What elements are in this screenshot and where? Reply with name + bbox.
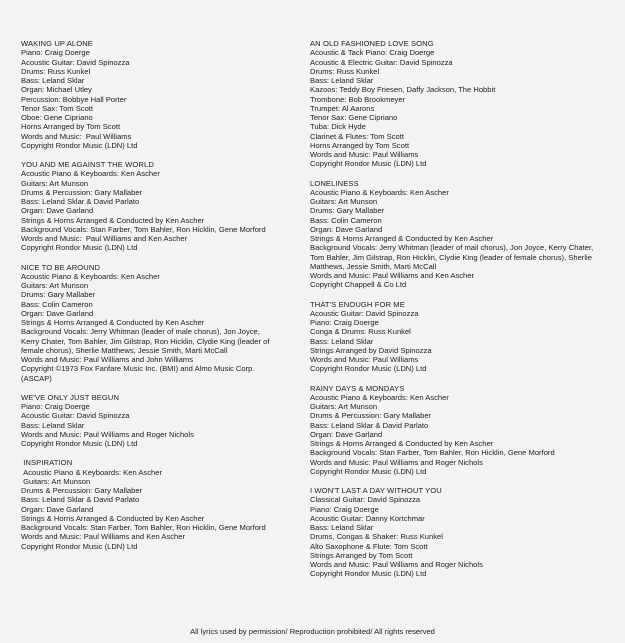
credit-line: Acoustic Guitar: Danny Kortchmar (310, 513, 425, 523)
credit-line: Words and Music: Paul Williams (21, 131, 132, 141)
left-credits-column (21, 39, 316, 561)
credit-line: (ASCAP) (21, 373, 52, 383)
song-title: NICE TO BE AROUND (21, 262, 101, 272)
credit-line: Background Vocals: Jerry Whitman (leader of male chorus), Jon Joyce, (21, 327, 260, 337)
credit-line: female chorus), Sherlie Matthews, Jessie Smith, Marti McCall (21, 345, 228, 355)
credit-line: Acoustic & Electric Guitar: David Spinozza (310, 57, 453, 67)
song-title: INSPIRATION (21, 458, 73, 468)
credit-line: Copyright Rondor Music (LDN) Ltd (21, 140, 138, 150)
credit-line: Copyright Rondor Music (LDN) Ltd (310, 466, 427, 476)
credit-line: Bass: Colin Cameron (310, 215, 382, 225)
credit-line: Bass: Leland Sklar & David Parlato (310, 420, 429, 430)
credit-line: Words and Music: Paul Williams and Roger Nichols (310, 457, 483, 467)
credit-line: Percussion: Bobbye Hall Porter (21, 94, 127, 104)
credit-line: Classical Guitar: David Spinozza (310, 495, 421, 505)
credit-line: Words and Music: Paul Williams and John Williams (21, 355, 194, 364)
credit-line: Background Vocals: Stan Farber, Tom Bahler, Ron Hicklin, Gene Morford (310, 448, 555, 458)
credit-line: Strings & Horns Arranged & Conducted by Ken Ascher (310, 234, 494, 243)
song-credits-waking-up-alone (21, 39, 316, 150)
credit-line: Guitars: Art Munson (310, 402, 378, 411)
credit-line: Conga & Drums: Russ Kunkel (310, 327, 411, 337)
credit-line: Copyright Rondor Music (LDN) Ltd (310, 159, 427, 169)
credit-line: Tenor Sax: Gene Cipriano (310, 113, 398, 122)
credit-line: Acoustic & Tack Piano: Craig Doerge (310, 48, 435, 58)
credit-line: Organ: Dave Garland (310, 224, 383, 234)
song-title: RAINY DAYS & MONDAYS (310, 383, 405, 393)
credit-line: Copyright Rondor Music (LDN) Ltd (21, 439, 138, 448)
credit-line: Strings & Horns Arranged & Conducted by Ken Ascher (21, 215, 205, 225)
credit-line: Drums & Percussion: Gary Mallaber (21, 187, 143, 197)
credit-line: Acoustic Piano & Keyboards: Ken Ascher (21, 271, 160, 281)
credit-line: Horns Arranged by Tom Scott (310, 140, 410, 150)
credit-line: Bass: Leland Sklar (21, 76, 85, 85)
credit-line: Background Vocals: Stan Farber, Tom Bahler, Ron Hicklin, Gene Morford (21, 224, 266, 234)
song-title: LONELINESS (310, 178, 359, 188)
credit-line: Drums, Congas & Shaker: Russ Kunkel (310, 532, 443, 542)
song-title: WAKING UP ALONE (21, 39, 93, 48)
credit-line: Words and Music: Paul Williams and Roger Nichols (21, 429, 194, 439)
credit-line: Copyright Chappell & Co Ltd (310, 280, 407, 290)
credit-line: Background Vocals: Jerry Whitman (leader of mail chorus), Jon Joyce, Kerry Chater, (310, 243, 594, 253)
credit-line: Copyright ©1973 Fox Fanfare Music Inc. (BMI) and Almo Music Corp. (21, 364, 255, 374)
credit-line: Words and Music: Paul Williams (310, 150, 419, 159)
credit-line: Words and Music: Paul Williams and Roger Nichols (310, 560, 483, 569)
song-title: AN OLD FASHIONED LOVE SONG (310, 39, 434, 48)
credit-line: Tuba: Dick Hyde (310, 122, 366, 132)
credit-line: Guitars: Art Munson (310, 197, 378, 206)
credit-line: Background Vocals: Stan Farber, Tom Bahler, Ron Hicklin, Gene Morford (21, 523, 266, 532)
credit-line: Organ: Dave Garland (21, 504, 94, 514)
credit-line: Strings & Horns Arranged & Conducted by Ken Ascher (310, 439, 494, 448)
right-credits-column (310, 39, 610, 589)
credit-line: Bass: Leland Sklar (310, 336, 374, 346)
credit-line: Kerry Chater, Tom Bahler, Jim Gilstrap, Ron Hicklin, Clydie King (leader of (21, 336, 270, 346)
credit-line: Organ: Dave Garland (310, 429, 383, 439)
credit-line: Piano: Craig Doerge (310, 318, 379, 327)
credit-line: Words and Music: Paul Williams (310, 355, 419, 364)
credit-line: Drums & Percussion: Gary Mallaber (310, 411, 432, 421)
song-credits-nice-to-be-around (21, 263, 316, 383)
credit-line: Piano: Craig Doerge (21, 402, 90, 411)
credit-line: Strings Arranged by Tom Scott (310, 550, 413, 560)
credit-line: Alto Saxophone & Flute: Tom Scott (310, 541, 428, 551)
song-credits-you-and-me-against-the-world (21, 160, 316, 253)
credit-line: Kazoos: Teddy Boy Friesen, Daffy Jackson, The Hobbit (310, 85, 496, 95)
credit-line: Drums & Percussion: Gary Mallaber (21, 486, 143, 495)
song-credits-rainy-days-mondays (310, 384, 610, 477)
credit-line: Copyright Rondor Music (LDN) Ltd (310, 364, 427, 374)
song-title: I WON'T LAST A DAY WITHOUT YOU (310, 486, 442, 495)
credit-line: Matthews, Jessie Smith, Marti McCall (310, 261, 437, 271)
song-credits-inspiration (21, 458, 316, 551)
credit-line: Strings & Horns Arranged & Conducted by Ken Ascher (21, 318, 205, 327)
credit-line: Acoustic Guitar: David Spinozza (310, 308, 419, 318)
credit-line: Guitars: Art Munson (21, 281, 89, 290)
credit-line: Bass: Leland Sklar (21, 420, 85, 430)
credit-line: Strings Arranged by David Spinozza (310, 345, 432, 355)
credit-line: Acoustic Guitar: David Spinozza (21, 57, 130, 67)
song-credits-we-ve-only-just-begun (21, 393, 316, 449)
credit-line: Acoustic Piano & Keyboards: Ken Ascher (21, 169, 160, 179)
credit-line: Acoustic Piano & Keyboards: Ken Ascher (21, 467, 162, 477)
credit-line: Copyright Rondor Music (LDN) Ltd (21, 243, 138, 253)
credit-line: Organ: Dave Garland (21, 206, 94, 216)
rights-footer: All lyrics used by permission/ Reproduction prohibited/ All rights reserved (190, 627, 435, 636)
credit-line: Drums: Russ Kunkel (21, 66, 91, 76)
credit-line: Acoustic Piano & Keyboards: Ken Ascher (310, 392, 449, 402)
credit-line: Clarinet & Flutes: Tom Scott (310, 131, 404, 141)
credit-line: Organ: Michael Utley (21, 85, 92, 95)
song-credits-an-old-fashioned-love-song (310, 39, 610, 169)
credit-line: Horns Arranged by Tom Scott (21, 122, 121, 132)
credit-line: Acoustic Piano & Keyboards: Ken Ascher (310, 187, 449, 197)
song-title: THAT'S ENOUGH FOR ME (310, 299, 405, 309)
credit-line: Words and Music: Paul Williams and Ken Ascher (310, 271, 475, 280)
credit-line: Drums: Gary Mallaber (310, 206, 385, 216)
credit-line: Words and Music: Paul Williams and Ken Ascher (21, 234, 188, 243)
credit-line: Trumpet: Al Aarons (310, 103, 375, 113)
credit-line: Organ: Dave Garland (21, 308, 94, 318)
credit-line: Oboe: Gene Cipriano (21, 113, 93, 122)
credit-line: Guitars: Art Munson (21, 178, 89, 188)
credit-line: Acoustic Guitar: David Spinozza (21, 411, 130, 421)
credit-line: Words and Music: Paul Williams and Ken Ascher (21, 532, 186, 542)
credit-line: Drums: Gary Mallaber (21, 290, 96, 300)
credit-line: Guitars: Art Munson (21, 476, 91, 486)
song-title: WE'VE ONLY JUST BEGUN (21, 392, 120, 402)
credit-line: Copyright Rondor Music (LDN) Ltd (21, 541, 138, 551)
credit-line: Piano: Craig Doerge (310, 504, 379, 514)
credit-line: Copyright Rondor Music (LDN) Ltd (310, 569, 427, 579)
song-title: YOU AND ME AGAINST THE WORLD (21, 160, 154, 169)
credit-line: Strings & Horns Arranged & Conducted by Ken Ascher (21, 513, 205, 523)
credit-line: Piano: Craig Doerge (21, 48, 90, 58)
credit-line: Bass: Leland Sklar (310, 523, 374, 532)
credit-line: Tom Bahler, Jim Gilstrap, Ron Hicklin, Clydie King (leader of female chorus), Sherlie (310, 252, 592, 262)
credit-line: Drums: Russ Kunkel (310, 66, 380, 76)
credit-line: Bass: Leland Sklar & David Parlato (21, 197, 140, 206)
credit-line: Bass: Leland Sklar (310, 76, 374, 85)
song-credits-loneliness (310, 179, 610, 290)
song-credits-that-s-enough-for-me (310, 300, 610, 374)
song-credits-i-won-t-last-a-day-without-you (310, 486, 610, 579)
credit-line: Bass: Colin Cameron (21, 299, 93, 309)
credit-line: Trombone: Bob Brookmeyer (310, 94, 406, 104)
credit-line: Bass: Leland Sklar & David Parlato (21, 495, 140, 505)
credit-line: Tenor Sax: Tom Scott (21, 103, 94, 113)
